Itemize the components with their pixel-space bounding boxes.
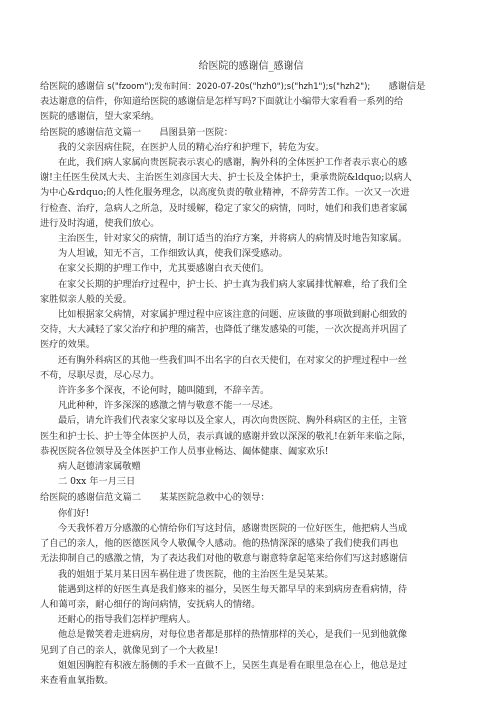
text-line: 我的姐姐于某月某日因车祸住进了贵医院，他的主治医生是吴某某。 <box>58 568 334 580</box>
text-line: 凡此种种，许多深深的感激之情与敬意不能一一尽述。 <box>58 400 279 412</box>
page-title: 给医院的感谢信_感谢信 <box>198 61 304 72</box>
text-line: 医院的感谢信，望大家采纳。 <box>40 111 160 123</box>
text-line: 来查看血氧指数。 <box>40 674 114 686</box>
text-line: 表达谢意的信件，你知道给医院的感谢信是怎样写吗?下面就让小编带大家看看一系列的给 <box>40 96 404 108</box>
text-line: 进行及时沟通，使我们放心。 <box>40 217 160 229</box>
sample2-body <box>40 506 462 688</box>
intro-paragraph <box>40 94 462 124</box>
text-line: 最后，请允许我们代表家父家母以及全家人，再次向贵医院、胸外科病区的主任，主管 <box>58 415 408 427</box>
text-line: 比如根据家父病情，对家属护理过程中应该注意的问题、应该做的事项做到耐心细致的 <box>58 309 408 321</box>
meta-line <box>40 79 462 94</box>
text-line: 为中心&rdquo;的人性化服务理念，以高度负责的敬业精神，不辞劳苦工作。一次又一次进 <box>40 187 410 199</box>
sample1-body <box>40 140 462 490</box>
text-line: 交待，大大减轻了家父治疗和护理的痛苦，也降低了继发感染的可能，一次次提高并巩固了 <box>40 324 408 336</box>
text-line: 家胜似亲人般的关爱。 <box>40 293 132 305</box>
text-line: 能遇到这样的好医生真是我们修来的福分，吴医生每天都早早的来到病房查看病情，待 <box>58 583 408 595</box>
text-line: 今天我怀着万分感激的心情给你们写这封信，感谢贵医院的一位好医生，他把病人当成 <box>58 522 408 534</box>
sample1-heading: 给医院的感谢信范文篇一 昌图县第一医院： <box>40 126 233 138</box>
text-line: 还耐心的指导我们怎样护理病人。 <box>58 614 196 626</box>
text-line: 了自己的亲人，他的医德医风令人敬佩令人感动。他的热情深深的感染了我们使我们再也 <box>40 538 399 550</box>
text-line: 姐姐因胸腔有积液左肠侧的手术一直做不上，吴医生真是看在眼里急在心上，他总是过 <box>58 659 408 671</box>
text-line: 行检查、治疗，急病人之所急，及时缓解，稳定了家父的病情，同时，她们和我们患者家属 <box>40 202 408 214</box>
text-line: 许许多多个深夜，不论何时，随叫随到，不辞辛苦。 <box>58 385 270 397</box>
text-line: 无法抑制自己的感激之情，为了表达我们对他的敬意与谢意特拿起笔来给你们写这封感谢信 <box>40 553 408 565</box>
text-line: 见到了自己的亲人，就像见到了一个大救星! <box>40 644 219 656</box>
text-line: 还有胸外科病区的其他一些我们叫不出名字的白衣天使们，在对家父的护理过程中一丝 <box>58 354 408 366</box>
text-line: 恭祝医院各位领导及全体医护工作人员事业畅达、阖体健康、阖家欢乐! <box>40 445 329 457</box>
text-line: 不苟，尽职尽责，尽心尽力。 <box>40 369 160 381</box>
text-line: 他总是微笑着走进病房，对每位患者都是那样的热情那样的关心，是我们一见到他就像 <box>58 629 408 641</box>
meta-code: s("fzoom");发布时间：2020-07-20s("hzh0");s("hzh1");s("hzh2"); <box>107 81 371 91</box>
text-line: 二 0xx 年一月三日 <box>58 476 136 488</box>
text-line: 谢!主任医生侯凤大夫、主治医生刘彦国大夫、护士长及全体护士，秉承贵院&ldquo;以病人 <box>40 172 412 184</box>
text-line: 我的父亲因病住院，在医护人员的精心治疗和护理下，转危为安。 <box>58 141 325 153</box>
text-line: 医疗的效果。 <box>40 339 96 351</box>
sample2-heading: 给医院的感谢信范文篇二 某某医院急救中心的领导： <box>40 492 270 504</box>
text-line: 医生和护士长、护士等全体医护人员，表示真诚的感谢并致以深深的敬礼!在新年来临之际， <box>40 430 412 442</box>
meta-suffix: 感谢信是 <box>370 81 426 92</box>
text-line: 主治医生，针对家父的病情，制订适当的治疗方案，并将病人的病情及时地告知家属。 <box>58 233 408 245</box>
text-line: 在此，我们病人家属向贵医院表示衷心的感谢，胸外科的全体医护工作者表示衷心的感 <box>58 157 408 169</box>
text-line: 在家父长期的护理治疗过程中，护士长、护士真为我们病人家属排忧解难，给了我们全 <box>58 278 408 290</box>
text-line: 你们好! <box>58 507 90 519</box>
text-line: 为人坦诚，知无不言，工作细致认真，使我们深受感动。 <box>58 248 288 260</box>
meta-prefix: 给医院的感谢信 <box>40 81 108 92</box>
text-line: 人和蔼可亲，耐心细仔的询问病情，安抚病人的情绪。 <box>40 598 261 610</box>
text-line: 在家父长期的护理工作中，尤其要感谢白衣天使们。 <box>58 263 270 275</box>
text-line: 病人赵德清家属敬赠 <box>58 461 141 473</box>
